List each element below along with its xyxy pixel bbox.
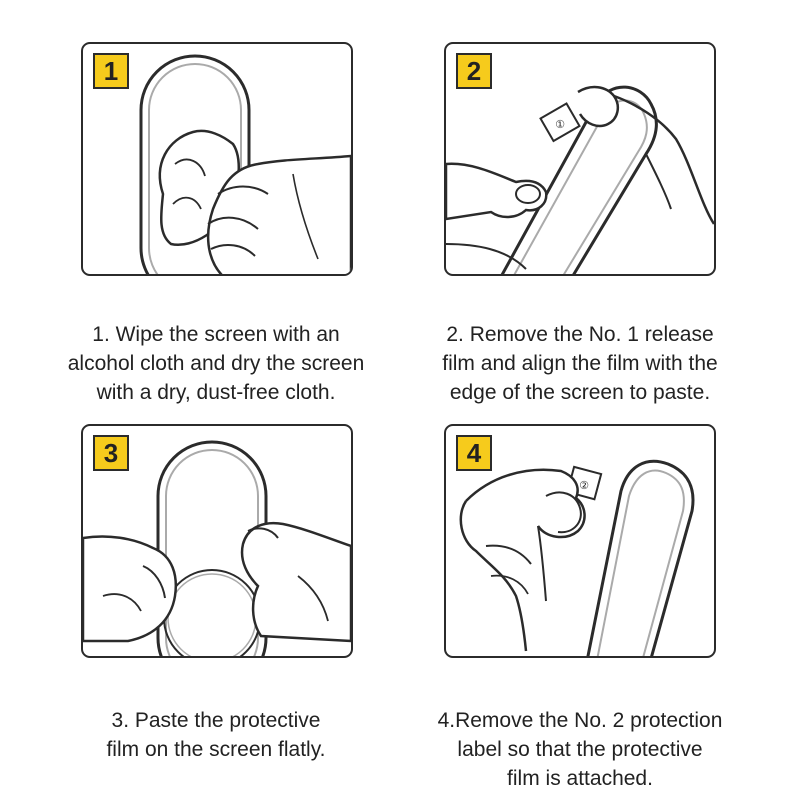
step-2-number-badge: 2 [456, 53, 492, 89]
caption-line: edge of the screen to paste. [449, 381, 711, 404]
step-3-number-badge: 3 [93, 435, 129, 471]
film-label-1: ① [555, 118, 565, 131]
caption-line: 1. Wipe the screen with an [92, 323, 340, 346]
caption-line: 2. Remove the No. 1 release [446, 323, 714, 346]
caption-line: film is attached. [507, 767, 653, 790]
step-3-caption [31, 706, 401, 764]
step-4-number-badge: 4 [456, 435, 492, 471]
step-1-panel [81, 42, 353, 276]
step-1-caption [31, 320, 401, 407]
step-3-panel [81, 424, 353, 658]
caption-line: 3. Paste the protective [111, 709, 321, 732]
caption-line: film and align the film with the [442, 352, 718, 375]
caption-line: 4.Remove the No. 2 protection [437, 709, 723, 732]
step-4-panel [444, 424, 716, 658]
step-2-caption [395, 320, 765, 407]
caption-line: film on the screen flatly. [106, 738, 326, 761]
caption-line: with a dry, dust-free cloth. [96, 381, 336, 404]
caption-line: alcohol cloth and dry the screen [67, 352, 365, 375]
film-label-2: ② [579, 479, 589, 492]
step-4-caption [395, 706, 765, 793]
step-2-panel [444, 42, 716, 276]
caption-line: label so that the protective [457, 738, 703, 761]
step-1-number-badge: 1 [93, 53, 129, 89]
